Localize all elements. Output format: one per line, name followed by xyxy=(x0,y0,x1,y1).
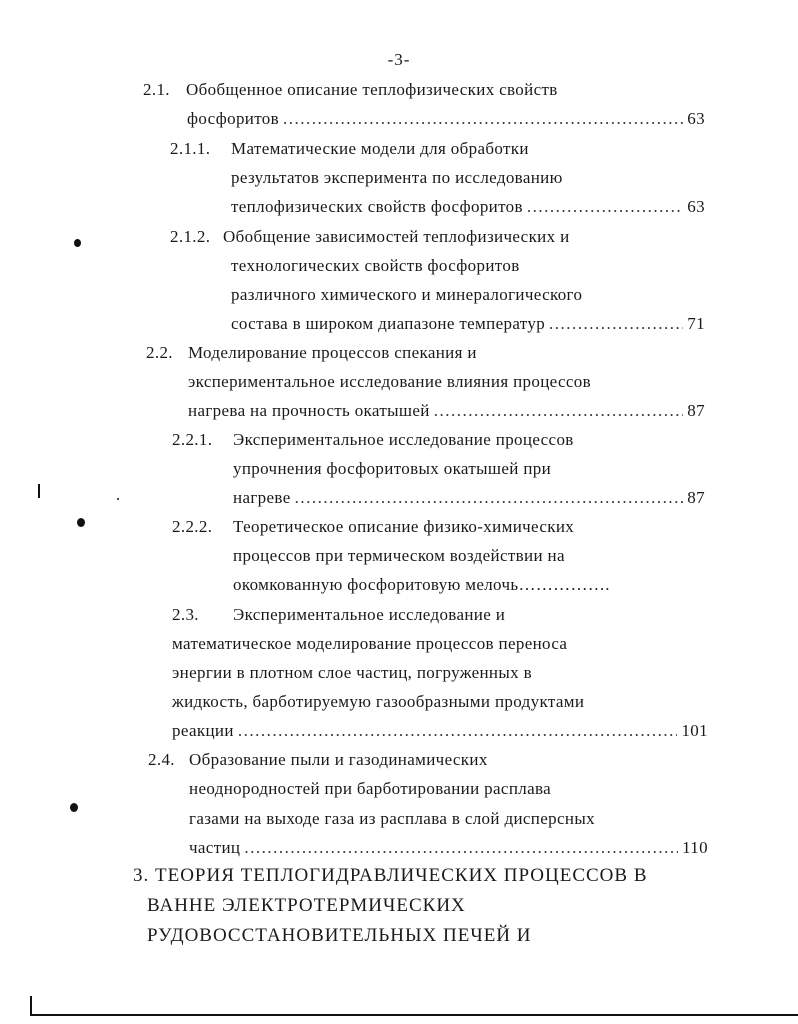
toc-entry-2-4-line1 xyxy=(148,749,488,771)
toc-page-number: 87 xyxy=(687,488,705,507)
toc-entry-2-1-2-line3: различного химического и минералогического xyxy=(231,285,583,304)
toc-number: 2.1.2. xyxy=(170,227,211,246)
dot-leader xyxy=(295,487,684,509)
toc-title: частиц xyxy=(189,838,241,857)
toc-page-number: 110 xyxy=(682,838,708,857)
toc-chapter-3-line3: РУДОВОССТАНОВИТЕЛЬНЫХ ПЕЧЕЙ И xyxy=(147,925,532,946)
scan-speck xyxy=(70,803,78,812)
toc-title: Экспериментальное исследование процессов xyxy=(233,430,574,449)
toc-title: состава в широком диапазоне температур xyxy=(231,314,546,333)
toc-page-number: 63 xyxy=(687,109,705,128)
toc-title: фосфоритов xyxy=(187,109,280,128)
toc-entry-2-2-1-line1 xyxy=(172,429,574,451)
toc-chapter-3-line1: 3. ТЕОРИЯ ТЕПЛОГИДРАВЛИЧЕСКИХ ПРОЦЕССОВ В xyxy=(133,865,648,886)
toc-number: 2.3. xyxy=(172,605,199,624)
toc-title: теплофизических свойств фосфоритов xyxy=(231,197,523,216)
toc-title: Математические модели для обработки xyxy=(231,139,529,158)
scan-speck xyxy=(77,518,85,527)
toc-title: Обобщение зависимостей теплофизических и xyxy=(223,227,570,246)
toc-entry-2-2-2-line3: окомкованную фосфоритовую мелочь……………. xyxy=(233,575,610,594)
dot-leader xyxy=(238,720,678,742)
dot-leader xyxy=(527,196,683,218)
toc-page-number: 63 xyxy=(687,197,705,216)
scan-speck xyxy=(117,498,119,500)
toc-chapter-3-line2: ВАННЕ ЭЛЕКТРОТЕРМИЧЕСКИХ xyxy=(147,895,466,916)
toc-entry-2-2-line2: экспериментальное исследование влияния процессов xyxy=(188,372,592,391)
toc-number: 2.2. xyxy=(146,343,173,362)
toc-page-number: 101 xyxy=(681,721,708,740)
toc-entry-2-3-line2: математическое моделирование процессов переноса xyxy=(172,634,568,653)
toc-entry-2-1-1-line3 xyxy=(231,196,705,218)
scan-border-line xyxy=(30,1014,798,1016)
toc-title: Экспериментальное исследование и xyxy=(233,605,506,624)
scan-speck xyxy=(74,239,81,247)
toc-number: 2.2.2. xyxy=(172,517,213,536)
toc-page-number: 87 xyxy=(687,401,705,420)
toc-entry-2-3-line4: жидкость, барботируемую газообразными продуктами xyxy=(172,692,585,711)
toc-title: Обобщенное описание теплофизических свойств xyxy=(186,80,558,99)
scan-speck xyxy=(38,484,40,498)
toc-title: Образование пыли и газодинамических xyxy=(189,750,488,769)
toc-entry-2-2-line3 xyxy=(188,400,705,422)
toc-entry-2-3-line1 xyxy=(172,604,505,626)
toc-title: нагреве xyxy=(233,488,291,507)
toc-entry-2-1-2-line2: технологических свойств фосфоритов xyxy=(231,256,520,275)
toc-entry-2-2-line1 xyxy=(146,342,477,364)
toc-entry-2-2-2-line2: процессов при термическом воздействии на xyxy=(233,546,565,565)
toc-entry-2-4-line4 xyxy=(189,837,708,859)
toc-entry-2-3-line3: энергии в плотном слое частиц, погруженных в xyxy=(172,663,532,682)
toc-entry-2-2-2-line1 xyxy=(172,516,574,538)
dot-leader xyxy=(283,108,683,130)
toc-number: 2.1. xyxy=(143,80,170,99)
page-number: -3- xyxy=(387,50,411,69)
scan-border-line xyxy=(30,996,32,1016)
toc-title: реакции xyxy=(172,721,234,740)
toc-number: 2.2.1. xyxy=(172,430,213,449)
toc-entry-2-4-line3: газами на выходе газа из расплава в слой дисперсных xyxy=(189,809,595,828)
toc-title: нагрева на прочность окатышей xyxy=(188,401,430,420)
toc-entry-2-2-1-line3 xyxy=(233,487,705,509)
toc-entry-2-1-2-line4 xyxy=(231,313,705,335)
toc-number: 2.1.1. xyxy=(170,139,211,158)
toc-entry-2-1-2-line1 xyxy=(170,226,570,248)
toc-title: Теоретическое описание физико-химических xyxy=(233,517,575,536)
toc-entry-2-3-line5 xyxy=(172,720,708,742)
toc-entry-2-1-1-line1 xyxy=(170,138,529,160)
dot-leader xyxy=(434,400,684,422)
toc-page-number: 71 xyxy=(687,314,705,333)
toc-number: 2.4. xyxy=(148,750,175,769)
toc-entry-2-1-1-line2: результатов эксперимента по исследованию xyxy=(231,168,563,187)
toc-entry-2-4-line2: неоднородностей при барботировании расплава xyxy=(189,779,552,798)
dot-leader xyxy=(549,313,683,335)
toc-entry-2-1-line1 xyxy=(143,79,558,101)
toc-entry-2-1-line2 xyxy=(187,108,705,130)
dot-leader xyxy=(244,837,678,859)
toc-title: Моделирование процессов спекания и xyxy=(188,343,477,362)
toc-entry-2-2-1-line2: упрочнения фосфоритовых окатышей при xyxy=(233,459,552,478)
